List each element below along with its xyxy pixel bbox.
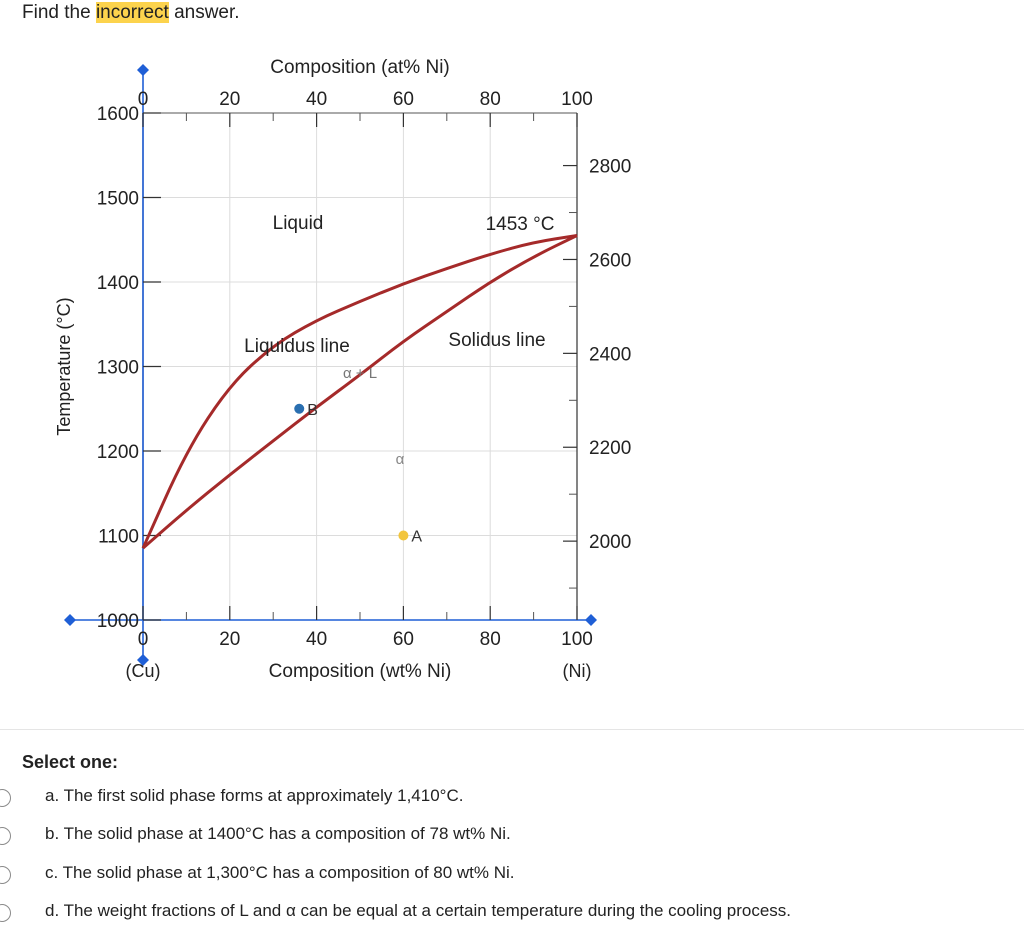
y-tick-label: 1500 (96, 188, 139, 210)
option-b-text: b. The solid phase at 1400°C has a composition of 78 wt% Ni. (45, 824, 511, 843)
y-axis-title: Temperature (°C) (54, 297, 74, 436)
y-tick-label: 1400 (96, 273, 139, 294)
top-tick-label: 40 (306, 89, 328, 110)
x-tick-label: 40 (306, 629, 328, 650)
option-a[interactable] (0, 785, 1024, 813)
x-tick-label: 0 (137, 629, 149, 650)
region-label-liquid: Liquid (272, 213, 324, 234)
option-d[interactable] (0, 900, 1024, 928)
radio-button-d[interactable] (0, 904, 11, 922)
x-tick-label: 100 (561, 629, 593, 650)
selection-handle (137, 64, 149, 76)
annotation-melting-point: 1453 °C (485, 214, 555, 235)
chart-axes (64, 64, 597, 666)
right-tick-label: 2000 (589, 532, 632, 554)
x-axis-title: Composition (wt% Ni) (268, 661, 452, 682)
radio-button-a[interactable] (0, 789, 11, 807)
selection-handle (585, 614, 597, 626)
top-tick-label: 80 (479, 89, 501, 110)
option-b[interactable] (0, 823, 1024, 851)
x-tick-label: 60 (392, 629, 414, 650)
point-a-marker (398, 531, 408, 541)
question-highlight: incorrect (95, 2, 169, 23)
point-b-label: B (307, 401, 318, 419)
x-tick-label: 20 (219, 629, 241, 650)
point-b-marker (294, 404, 304, 414)
selection-handle (64, 614, 76, 626)
right-tick-label: 2600 (589, 250, 632, 272)
right-tick-label: 2800 (589, 156, 632, 178)
question-suffix: answer. (174, 2, 240, 23)
option-a-text: a. The first solid phase forms at approximately 1,410°C. (45, 786, 464, 805)
y-tick-label: 1000 (96, 611, 139, 632)
option-c-text: c. The solid phase at 1,300°C has a composition of 80 wt% Ni. (45, 863, 515, 882)
option-c[interactable] (0, 862, 1024, 890)
chart-title: Composition (at% Ni) (270, 57, 450, 78)
right-tick-label: 2200 (589, 438, 632, 460)
question-prefix: Find the (22, 2, 91, 23)
option-d-text: d. The weight fractions of L and α can be equal at a certain temperature during the cooling process. (45, 901, 791, 920)
top-tick-label: 0 (137, 89, 149, 110)
divider (0, 729, 1024, 730)
chart-labels (54, 57, 631, 682)
y-tick-label: 1300 (96, 357, 139, 379)
liquidus-line-label: Liquidus line (244, 336, 350, 357)
y-tick-label: 1600 (96, 104, 139, 125)
point-a-label: A (411, 528, 423, 546)
solidus-line-label: Solidus line (448, 330, 546, 351)
y-tick-label: 1100 (98, 526, 139, 548)
region-label-alpha-l: α + L (342, 365, 378, 382)
top-tick-label: 60 (392, 89, 414, 110)
x-tick-label: 80 (479, 629, 501, 650)
top-tick-label: 20 (219, 89, 241, 110)
top-tick-label: 100 (561, 89, 593, 110)
radio-button-c[interactable] (0, 866, 11, 884)
radio-button-b[interactable] (0, 827, 11, 845)
cu-end-label: (Cu) (125, 661, 161, 681)
ni-end-label: (Ni) (562, 661, 592, 681)
right-tick-label: 2400 (589, 344, 632, 366)
y-tick-label: 1200 (96, 442, 139, 463)
select-one-label: Select one: (22, 752, 119, 772)
region-label-alpha: α (395, 451, 405, 468)
